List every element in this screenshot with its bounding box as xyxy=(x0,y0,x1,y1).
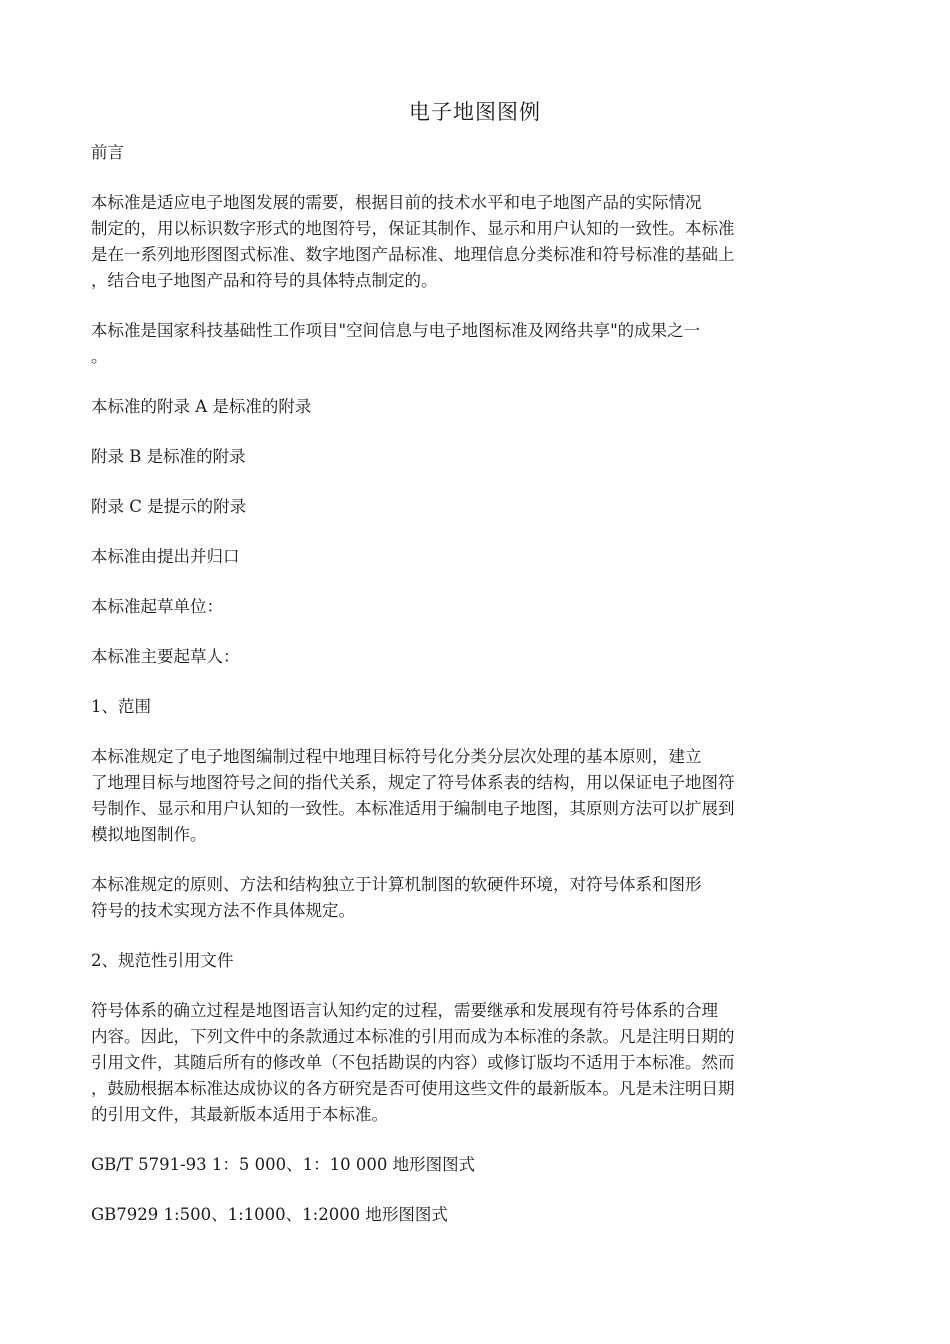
document-title: 电子地图图例 xyxy=(409,100,541,124)
section-heading-references: 2、规范性引用文件 xyxy=(91,951,234,970)
paragraph-scope-2: 本标准规定的原则、方法和结构独立于计算机制图的软硬件环境，对符号体系和图形 符号的技术实现方法不作具体规定。 xyxy=(91,875,702,920)
paragraph-appendix-c: 附录 C 是提示的附录 xyxy=(91,497,247,516)
paragraph-scope-1: 本标准规定了电子地图编制过程中地理目标符号化分类分层次处理的基本原则，建立 了地理目标与地图符号之间的指代关系，规定了符号体系表的结构，用以保证电子地图符 号制作、显示和用户认知的一致性。本标准适用于编制电子地图，其原则方法可以扩展到 模拟地图制作。 xyxy=(91,747,735,844)
section-heading-scope: 1、范围 xyxy=(91,697,151,716)
paragraph-preface-intro: 本标准是适应电子地图发展的需要，根据目前的技术水平和电子地图产品的实际情况 制定的，用以标识数字形式的地图符号，保证其制作、显示和用户认知的一致性。本标准 是在一系列地形图图式标准、数字地图产品标准、地理信息分类标准和符号标准的基础上 ，结合电子地图产品和符号的具体特点制定的。 xyxy=(91,193,735,290)
paragraph-references: 符号体系的确立过程是地图语言认知约定的过程，需要继承和发展现有符号体系的合理 内容。因此，下列文件中的条款通过本标准的引用而成为本标准的条款。凡是注明日期的 引用文件，其随后所有的修改单（不包括勘误的内容）或修订版均不适用于本标准。然而 ，鼓励根据本标准达成协议的各方研究是否可使用这些文件的最新版本。凡是未注明日期 的引用文件，其最新版本适用于本标准。 xyxy=(91,1001,735,1124)
paragraph-proposer: 本标准由提出并归口 xyxy=(91,547,240,566)
document-body xyxy=(91,140,846,1228)
paragraph-drafters: 本标准主要起草人： xyxy=(91,647,240,666)
paragraph-preface-heading: 前言 xyxy=(91,143,124,162)
reference-item-1: GB/T 5791-93 1：5 000、1：10 000 地形图图式 xyxy=(91,1155,476,1174)
paragraph-appendix-a: 本标准的附录 A 是标准的附录 xyxy=(91,397,312,416)
reference-item-2: GB7929 1:500、1:1000、1:2000 地形图图式 xyxy=(91,1205,448,1224)
paragraph-appendix-b: 附录 B 是标准的附录 xyxy=(91,447,246,466)
paragraph-drafting-unit: 本标准起草单位： xyxy=(91,597,223,616)
paragraph-project-note: 本标准是国家科技基础性工作项目"空间信息与电子地图标准及网络共享"的成果之一 。 xyxy=(91,321,701,366)
